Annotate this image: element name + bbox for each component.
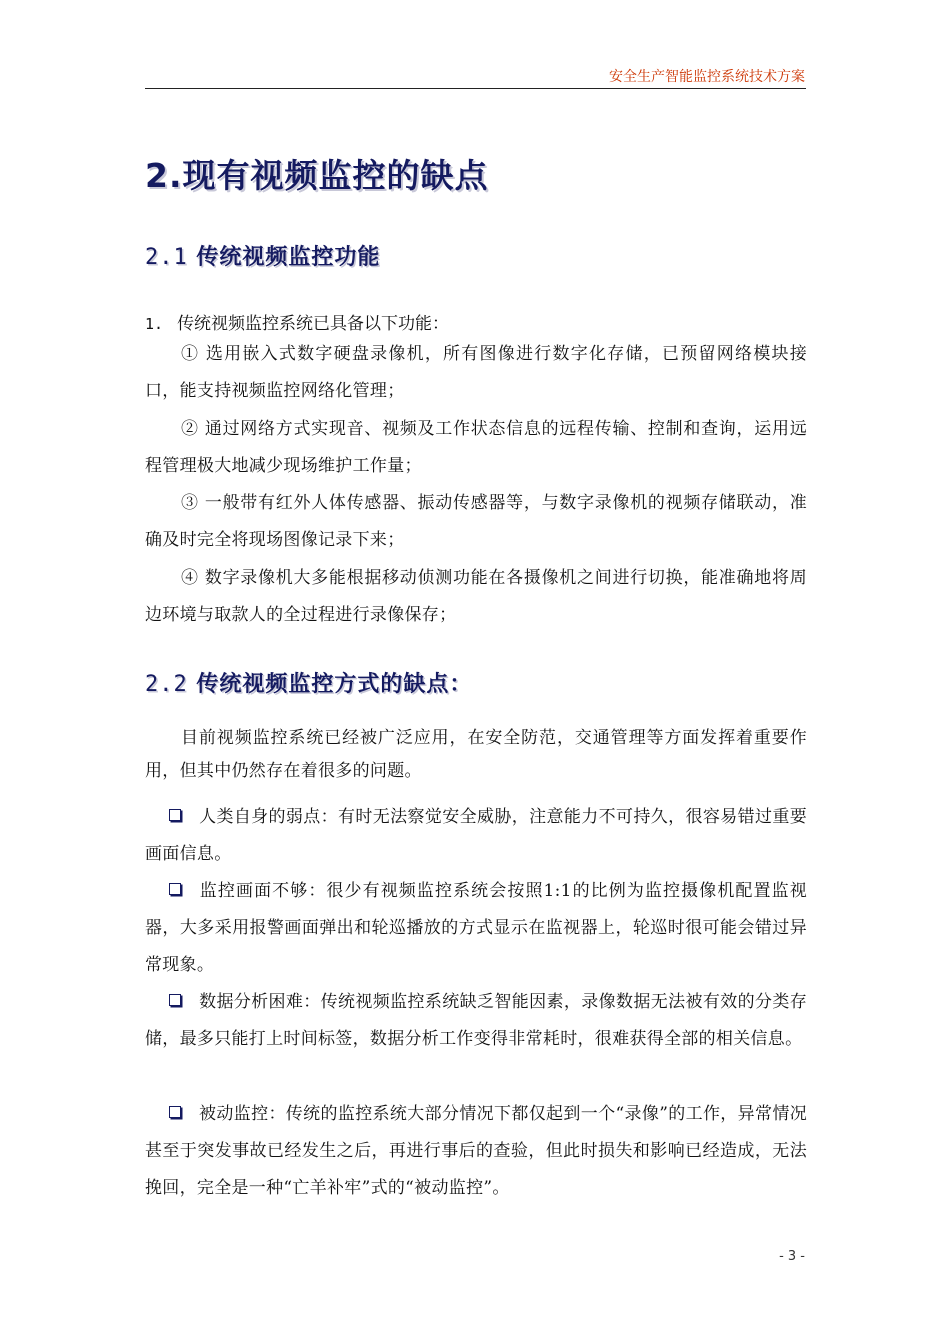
list-intro-text: 传统视频监控系统已具备以下功能： [177, 314, 450, 334]
function-item-3: ③ 一般带有红外人体传感器、振动传感器等，与数字录像机的视频存储联动，准确及时完全将现场图像记录下来； [145, 493, 807, 550]
bullet-item [145, 1096, 807, 1207]
bullet-text: 数据分析困难：传统视频监控系统缺乏智能因素，录像数据无法被有效的分类存储，最多只能打上时间标签，数据分析工作变得非常耗时，很难获得全部的相关信息。 [145, 992, 807, 1049]
checkbox-bullet-icon [169, 994, 181, 1006]
section-heading-2-2 [145, 667, 472, 698]
checkbox-bullet-icon [169, 1106, 181, 1118]
chapter-heading [145, 150, 489, 197]
bullet-item [145, 873, 807, 984]
section-title: 传统视频监控方式的缺点： [196, 671, 473, 697]
section-number: 2.2 [145, 672, 188, 697]
bullet-text: 监控画面不够：很少有视频监控系统会按照1:1的比例为监控摄像机配置监视器，大多采用报警画面弹出和轮巡播放的方式显示在监视器上，轮巡时很可能会错过异常现象。 [145, 881, 807, 975]
list-intro [145, 309, 449, 334]
section-title: 传统视频监控功能 [196, 244, 381, 270]
bullet-item [145, 984, 807, 1058]
checkbox-bullet-icon [169, 883, 181, 895]
chapter-number: 2. [145, 156, 183, 195]
section-intro-paragraph: 目前视频监控系统已经被广泛应用，在安全防范，交通管理等方面发挥着重要作用，但其中仍然存在着很多的问题。 [145, 728, 807, 781]
list-intro-number: 1. [145, 315, 164, 333]
section-heading-2-1 [145, 240, 380, 271]
function-item-4: ④ 数字录像机大多能根据移动侦测功能在各摄像机之间进行切换，能准确地将周边环境与取款人的全过程进行录像保存； [145, 568, 807, 625]
bullet-text: 被动监控：传统的监控系统大部分情况下都仅起到一个“录像”的工作，异常情况甚至于突发事故已经发生之后，再进行事后的查验，但此时损失和影响已经造成，无法挽回，完全是一种“亡羊补牢”式的“被动监控”。 [145, 1104, 807, 1198]
chapter-title: 现有视频监控的缺点 [182, 156, 489, 195]
checkbox-bullet-icon [169, 809, 181, 821]
function-item-1: ① 选用嵌入式数字硬盘录像机，所有图像进行数字化存储，已预留网络模块接口，能支持视频监控网络化管理； [145, 344, 807, 401]
running-header: 安全生产智能监控系统技术方案 [609, 69, 805, 85]
header-rule [145, 88, 806, 89]
section-number: 2.1 [145, 245, 188, 270]
bullet-text: 人类自身的弱点：有时无法察觉安全威胁，注意能力不可持久，很容易错过重要画面信息。 [145, 807, 807, 864]
function-item-2: ② 通过网络方式实现音、视频及工作状态信息的远程传输、控制和查询，运用远程管理极大地减少现场维护工作量； [145, 419, 807, 476]
page-number: - 3 - [779, 1249, 805, 1264]
bullet-item [145, 799, 807, 873]
